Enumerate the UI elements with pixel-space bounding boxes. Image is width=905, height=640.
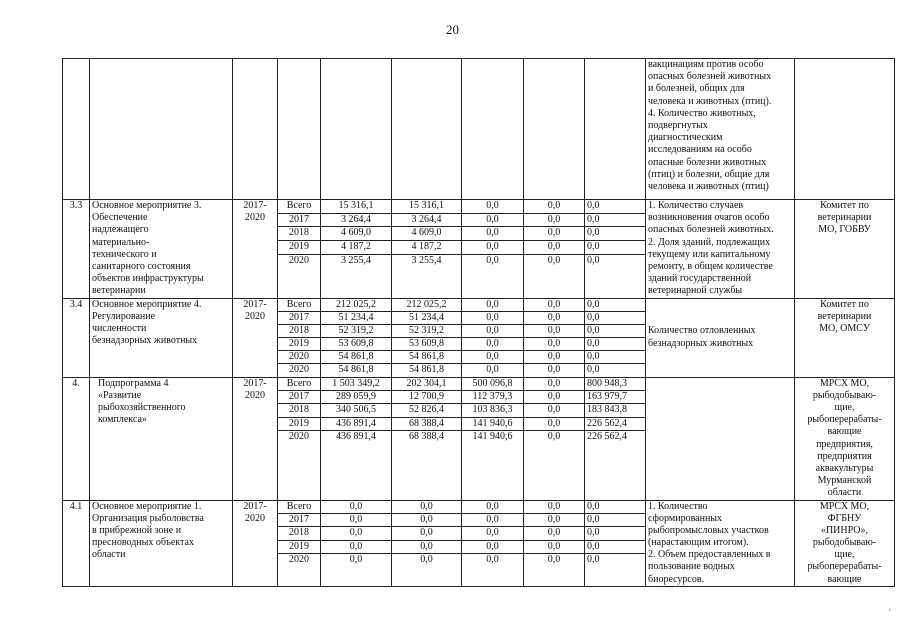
text-line: ветеринарии — [92, 285, 146, 297]
text-line: текущему или капитальному — [648, 248, 771, 260]
text-line: Подпрограмма 4 — [98, 377, 169, 389]
other-value: 0,0 — [585, 227, 646, 241]
regional-value: 4 187,2 — [392, 241, 462, 255]
regional-value: 52 826,4 — [392, 404, 462, 417]
text-line: ветеринарии — [817, 310, 872, 322]
other-value: 0,0 — [585, 527, 646, 540]
row-number: 3.4 — [63, 298, 90, 377]
local-value: 0,0 — [524, 338, 585, 351]
year-cell: Всего — [278, 500, 321, 513]
text-line: 2017- — [243, 298, 267, 310]
row-number: 4.1 — [63, 500, 90, 586]
federal-value: 0,0 — [462, 554, 524, 587]
text-line: рыбодобываю- — [812, 389, 877, 401]
text-line: численности — [92, 322, 147, 334]
year-cell: 2020 — [278, 554, 321, 587]
local-value: 0,0 — [524, 351, 585, 364]
federal-value: 141 940,6 — [462, 430, 524, 500]
total-value: 53 609,8 — [321, 338, 392, 351]
text-line: МО, ГОБВУ — [818, 224, 871, 236]
cell-local — [524, 59, 585, 200]
indicator-cell — [646, 59, 795, 200]
text-line: опасных болезней животных — [648, 71, 772, 83]
text-line: вакцинациям против особо — [648, 59, 764, 70]
text-line: комплекса» — [98, 414, 147, 426]
total-value: 212 025,2 — [321, 298, 392, 311]
other-value: 0,0 — [585, 500, 646, 513]
federal-value: 103 836,3 — [462, 404, 524, 417]
text-line: ветеринарной службы — [648, 285, 743, 297]
total-value: 436 891,4 — [321, 430, 392, 500]
federal-value: 0,0 — [462, 298, 524, 311]
federal-value: 500 096,8 — [462, 377, 524, 390]
total-value: 0,0 — [321, 513, 392, 526]
regional-value: 0,0 — [392, 500, 462, 513]
text-line: Организация рыболовства — [92, 512, 204, 524]
year-cell: 2020 — [278, 430, 321, 500]
other-value: 0,0 — [585, 241, 646, 255]
text-line: рыбодобываю- — [812, 537, 877, 549]
year-cell: 2017 — [278, 390, 321, 403]
cell-total — [321, 59, 392, 200]
cell-other — [585, 59, 646, 200]
cell-executor — [795, 59, 895, 200]
text-line: зданий государственной — [648, 273, 752, 285]
period-cell — [233, 298, 278, 377]
total-value: 0,0 — [321, 540, 392, 553]
regional-value: 54 861,8 — [392, 351, 462, 364]
total-value: 4 609,0 — [321, 227, 392, 241]
local-value: 0,0 — [524, 254, 585, 298]
row-number: 4. — [63, 377, 90, 500]
regional-value: 3 264,4 — [392, 213, 462, 227]
text-line: технического и — [92, 248, 157, 260]
regional-value: 54 861,8 — [392, 364, 462, 377]
federal-value: 0,0 — [462, 241, 524, 255]
text-line: рыбопромысловых участков — [648, 524, 769, 536]
cell-regional — [392, 59, 462, 200]
year-cell: 2018 — [278, 227, 321, 241]
local-value: 0,0 — [524, 513, 585, 526]
other-value: 0,0 — [585, 298, 646, 311]
text-line: вающие — [827, 573, 862, 585]
period-cell — [233, 377, 278, 500]
text-line: опасные болезни животных — [648, 156, 767, 168]
text-line: области — [827, 487, 862, 499]
text-line: материально- — [92, 236, 150, 248]
text-line: в прибрежной зоне и — [92, 524, 182, 536]
text-line: Количество отловленных — [648, 325, 756, 337]
table-row — [63, 377, 895, 390]
regional-value: 202 304,1 — [392, 377, 462, 390]
text-line: предприятия, — [816, 438, 873, 450]
other-value: 226 562,4 — [585, 430, 646, 500]
other-value: 0,0 — [585, 540, 646, 553]
text-line: 2020 — [245, 310, 265, 322]
text-line: сформированных — [648, 512, 723, 524]
total-value: 289 059,9 — [321, 390, 392, 403]
text-line: ремонту, в общем количестве — [648, 260, 773, 272]
text-line: диагностическим — [648, 132, 723, 144]
local-value: 0,0 — [524, 213, 585, 227]
text-line: человека и животных (птиц). — [648, 95, 772, 107]
text-line: подвергнутых — [648, 119, 708, 131]
text-line: МО, ОМСУ — [819, 322, 870, 334]
text-line: предприятия — [817, 450, 872, 462]
cell-name — [90, 59, 233, 200]
text-line: щие, — [834, 402, 855, 413]
other-value: 0,0 — [585, 324, 646, 337]
federal-value: 141 940,6 — [462, 417, 524, 430]
total-value: 1 503 349,2 — [321, 377, 392, 390]
regional-value: 0,0 — [392, 554, 462, 587]
text-line: рыбоперерабаты- — [807, 561, 882, 573]
other-value: 0,0 — [585, 254, 646, 298]
text-line: 2. Объем предоставленных в — [648, 549, 771, 561]
regional-value: 53 609,8 — [392, 338, 462, 351]
regional-value: 52 319,2 — [392, 324, 462, 337]
scan-mark: ‹ — [888, 605, 891, 614]
total-value: 0,0 — [321, 500, 392, 513]
other-value: 0,0 — [585, 200, 646, 214]
regional-value: 15 316,1 — [392, 200, 462, 214]
indicator-cell — [646, 377, 795, 500]
table-row — [63, 500, 895, 513]
federal-value: 0,0 — [462, 324, 524, 337]
local-value: 0,0 — [524, 377, 585, 390]
local-value: 0,0 — [524, 527, 585, 540]
regional-value: 0,0 — [392, 513, 462, 526]
text-line: (птиц) и болезни, общие для — [648, 168, 770, 180]
text-line: рыбоперерабаты- — [807, 414, 882, 426]
other-value: 0,0 — [585, 513, 646, 526]
total-value: 3 255,4 — [321, 254, 392, 298]
period-cell — [233, 500, 278, 586]
executor-cell — [795, 200, 895, 299]
program-table — [62, 58, 895, 587]
local-value: 0,0 — [524, 324, 585, 337]
year-cell: Всего — [278, 200, 321, 214]
executor-cell — [795, 298, 895, 377]
period-cell — [233, 200, 278, 299]
text-line: 2017- — [243, 200, 267, 211]
text-line: Комитет по — [820, 298, 869, 310]
year-cell: 2020 — [278, 364, 321, 377]
total-value: 4 187,2 — [321, 241, 392, 255]
text-line: МРСХ МО, — [819, 500, 870, 512]
year-cell: 2019 — [278, 241, 321, 255]
year-cell: 2019 — [278, 417, 321, 430]
total-value: 54 861,8 — [321, 364, 392, 377]
text-line: области — [92, 549, 126, 561]
federal-value: 0,0 — [462, 213, 524, 227]
total-value: 436 891,4 — [321, 417, 392, 430]
activity-name — [90, 500, 233, 586]
regional-value: 0,0 — [392, 527, 462, 540]
table-row — [63, 298, 895, 311]
text-line: 2017- — [243, 377, 267, 389]
other-value: 800 948,3 — [585, 377, 646, 390]
table-body — [63, 59, 895, 587]
continuation-row — [63, 59, 895, 200]
year-cell: 2019 — [278, 540, 321, 553]
local-value: 0,0 — [524, 227, 585, 241]
federal-value: 0,0 — [462, 540, 524, 553]
text-line: Обеспечение — [92, 212, 148, 224]
local-value: 0,0 — [524, 200, 585, 214]
local-value: 0,0 — [524, 500, 585, 513]
text-line: надлежащего — [92, 224, 149, 236]
text-line: 2020 — [245, 389, 265, 401]
text-line: пользование водных — [648, 561, 735, 573]
other-value: 0,0 — [585, 364, 646, 377]
federal-value: 0,0 — [462, 200, 524, 214]
federal-value: 112 379,3 — [462, 390, 524, 403]
text-line: Основное мероприятие 1. — [92, 500, 202, 512]
text-line: биоресурсов. — [648, 573, 705, 585]
text-line: санитарного состояния — [92, 260, 191, 272]
text-line: 2017- — [243, 500, 267, 512]
text-line: Основное мероприятие 3. — [92, 200, 202, 211]
local-value: 0,0 — [524, 364, 585, 377]
year-cell: 2020 — [278, 351, 321, 364]
other-value: 0,0 — [585, 338, 646, 351]
federal-value: 0,0 — [462, 338, 524, 351]
other-value: 183 843,8 — [585, 404, 646, 417]
year-cell: Всего — [278, 377, 321, 390]
executor-cell — [795, 377, 895, 500]
text-line: пресноводных объектах — [92, 537, 194, 549]
cell-num — [63, 59, 90, 200]
text-line: объектов инфраструктуры — [92, 273, 204, 285]
text-line: «ПИНРО», — [820, 524, 869, 536]
text-line: 2020 — [245, 212, 265, 224]
year-cell: 2019 — [278, 338, 321, 351]
text-line: и болезней, общих для — [648, 83, 745, 95]
cell-period — [233, 59, 278, 200]
text-line: Мурманской — [817, 475, 872, 487]
federal-value: 0,0 — [462, 227, 524, 241]
text-line: Комитет по — [820, 200, 869, 211]
regional-value: 3 255,4 — [392, 254, 462, 298]
regional-value: 51 234,4 — [392, 311, 462, 324]
text-line: 2020 — [245, 512, 265, 524]
text-line: безнадзорных животных — [92, 335, 198, 347]
year-cell: 2017 — [278, 513, 321, 526]
text-line: исследованиям на особо — [648, 144, 752, 156]
text-line: 2. Доля зданий, подлежащих — [648, 236, 771, 248]
federal-value: 0,0 — [462, 351, 524, 364]
total-value: 340 506,5 — [321, 404, 392, 417]
activity-name — [90, 377, 233, 500]
total-value: 0,0 — [321, 554, 392, 587]
total-value: 52 319,2 — [321, 324, 392, 337]
text-line: 4. Количество животных, — [648, 107, 756, 119]
other-value: 0,0 — [585, 351, 646, 364]
regional-value: 12 700,9 — [392, 390, 462, 403]
indicator-cell — [646, 500, 795, 586]
federal-value: 0,0 — [462, 513, 524, 526]
text-line: щие, — [834, 549, 855, 561]
local-value: 0,0 — [524, 404, 585, 417]
year-cell: 2018 — [278, 324, 321, 337]
local-value: 0,0 — [524, 430, 585, 500]
regional-value: 4 609,0 — [392, 227, 462, 241]
total-value: 3 264,4 — [321, 213, 392, 227]
federal-value: 0,0 — [462, 311, 524, 324]
regional-value: 0,0 — [392, 540, 462, 553]
activity-name — [90, 200, 233, 299]
other-value: 0,0 — [585, 554, 646, 587]
text-line: ветеринарии — [817, 212, 872, 224]
page-number: 20 — [446, 22, 459, 37]
year-cell: Всего — [278, 298, 321, 311]
activity-name — [90, 298, 233, 377]
indicator-cell — [646, 200, 795, 299]
other-value: 163 979,7 — [585, 390, 646, 403]
other-value: 0,0 — [585, 311, 646, 324]
total-value: 0,0 — [321, 527, 392, 540]
other-value: 0,0 — [585, 213, 646, 227]
federal-value: 0,0 — [462, 527, 524, 540]
total-value: 51 234,4 — [321, 311, 392, 324]
local-value: 0,0 — [524, 390, 585, 403]
indicator-cell — [646, 298, 795, 377]
table-row — [63, 200, 895, 214]
text-line: возникновения очагов особо — [648, 212, 770, 224]
federal-value: 0,0 — [462, 364, 524, 377]
year-cell: 2020 — [278, 254, 321, 298]
total-value: 15 316,1 — [321, 200, 392, 214]
local-value: 0,0 — [524, 540, 585, 553]
text-line: «Развитие — [98, 389, 142, 401]
local-value: 0,0 — [524, 554, 585, 587]
year-cell: 2017 — [278, 213, 321, 227]
local-value: 0,0 — [524, 311, 585, 324]
text-line: рыбохозяйственного — [98, 402, 186, 413]
other-value: 226 562,4 — [585, 417, 646, 430]
total-value: 54 861,8 — [321, 351, 392, 364]
regional-value: 68 388,4 — [392, 430, 462, 500]
federal-value: 0,0 — [462, 254, 524, 298]
local-value: 0,0 — [524, 241, 585, 255]
text-line: опасных болезней животных. — [648, 224, 774, 236]
cell-year — [278, 59, 321, 200]
regional-value: 212 025,2 — [392, 298, 462, 311]
text-line: безнадзорных животных — [648, 337, 754, 349]
row-number: 3.3 — [63, 200, 90, 299]
text-line: МРСХ МО, — [819, 377, 870, 389]
text-line: 1. Количество случаев — [648, 200, 744, 211]
text-line: Регулирование — [92, 310, 156, 322]
cell-federal — [462, 59, 524, 200]
executor-cell — [795, 500, 895, 586]
text-line: аквакультуры — [815, 462, 874, 474]
text-line: человека и животных (птиц) — [648, 180, 769, 192]
text-line: вающие — [827, 426, 862, 438]
local-value: 0,0 — [524, 298, 585, 311]
local-value: 0,0 — [524, 417, 585, 430]
text-line: Основное мероприятие 4. — [92, 298, 202, 310]
text-line: 1. Количество — [648, 500, 708, 512]
year-cell: 2018 — [278, 404, 321, 417]
regional-value: 68 388,4 — [392, 417, 462, 430]
year-cell: 2017 — [278, 311, 321, 324]
text-line: ФГБНУ — [827, 512, 862, 524]
year-cell: 2018 — [278, 527, 321, 540]
text-line: (нарастающим итогом). — [648, 537, 749, 549]
federal-value: 0,0 — [462, 500, 524, 513]
